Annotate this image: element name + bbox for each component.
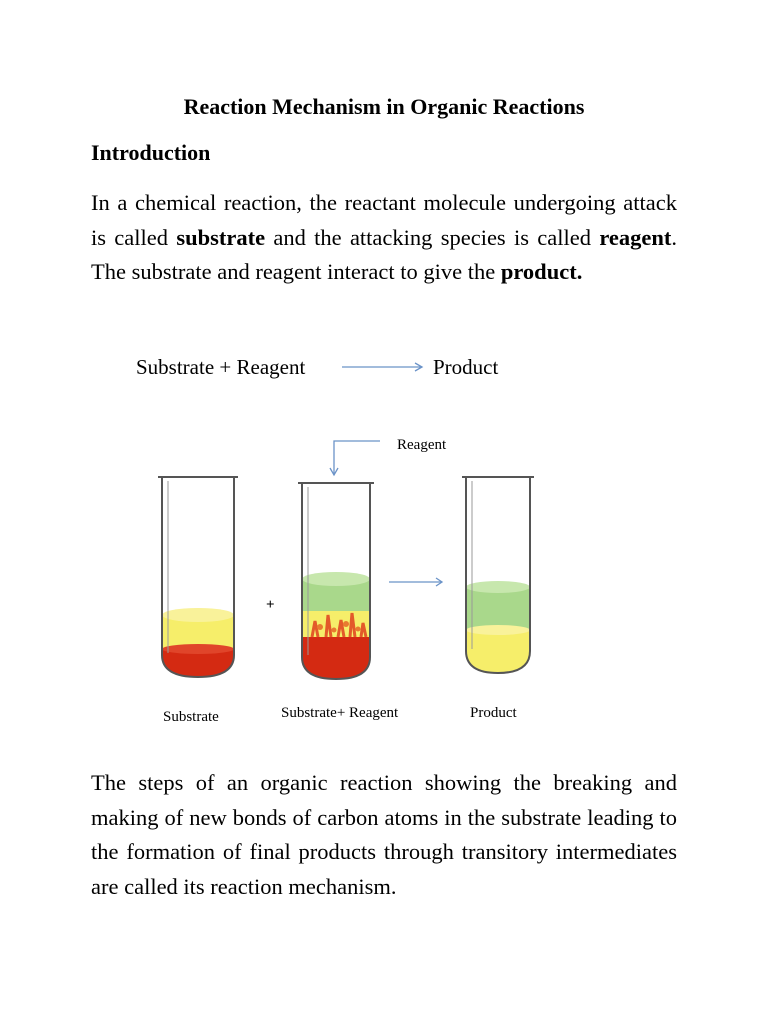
equation-product: Product (433, 355, 499, 379)
product-tube (462, 475, 534, 673)
reagent-arrow-icon (330, 441, 380, 475)
section-heading: Introduction (91, 140, 211, 165)
product-label: Product (470, 705, 517, 721)
mixture-tube (298, 481, 374, 679)
para-text-2: and the attacking species is called (265, 224, 600, 250)
reaction-arrow-icon (342, 360, 424, 374)
equation-reactants: Substrate + Reagent (136, 355, 306, 379)
term-reagent: reagent (599, 224, 672, 250)
mechanism-paragraph: The steps of an organic reaction showing the breaking and making of new bonds of carbon atoms in the substrate leading to the formation of final products through transitory intermediates are called its reaction mechanism. (91, 770, 677, 899)
page-title: Reaction Mechanism in Organic Reactions (183, 94, 585, 119)
para-text-3: . The substrate and reagent interact to give the (91, 224, 677, 284)
plus-sign: + (266, 597, 275, 613)
reaction-arrow-icon (389, 578, 442, 586)
para-text-1: In a chemical reaction, the reactant molecule undergoing attack is called (91, 190, 677, 250)
term-substrate: substrate (176, 224, 266, 250)
intro-paragraph (91, 186, 677, 290)
term-product: product. (500, 259, 583, 284)
mixture-label: Substrate+ Reagent (281, 705, 399, 721)
test-tube-figure (140, 425, 560, 735)
reagent-label: Reagent (397, 437, 447, 453)
substrate-label: Substrate (163, 709, 219, 725)
substrate-tube (158, 475, 238, 677)
reaction-equation (136, 352, 556, 386)
